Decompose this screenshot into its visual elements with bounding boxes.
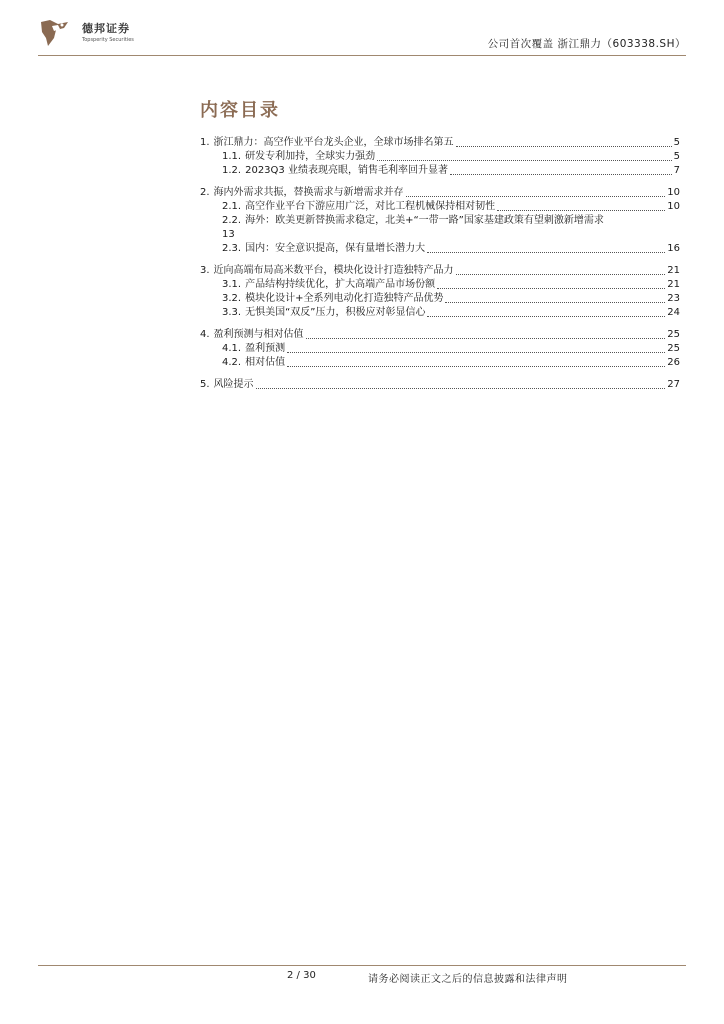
report-tag: 公司首次覆盖 浙江鼎力（603338.SH） bbox=[487, 38, 686, 50]
toc-entry-page: 13 bbox=[222, 229, 235, 240]
toc-leader-dots bbox=[377, 160, 672, 161]
toc-entry-number: 3.3. bbox=[222, 307, 242, 318]
toc-entry-label: 盈利预测 bbox=[245, 343, 286, 354]
toc-section-gap bbox=[200, 256, 680, 264]
page-indicator: 2 / 30 bbox=[287, 970, 316, 981]
toc-entry-label: 产品结构持续优化，扩大高端产品市场份额 bbox=[245, 279, 436, 290]
toc-entry-label: 相对估值 bbox=[245, 357, 286, 368]
toc-subentry[interactable] bbox=[222, 242, 680, 256]
toc-entry-number: 3.2. bbox=[222, 293, 242, 304]
toc-entry-label: 近向高端布局高米数平台，模块化设计打造独特产品力 bbox=[213, 265, 454, 276]
legal-disclaimer: 请务必阅读正文之后的信息披露和法律声明 bbox=[368, 974, 568, 985]
toc-entry-number: 1.1. bbox=[222, 151, 242, 162]
toc-entry-label: 模块化设计+全系列电动化打造独特产品优势 bbox=[245, 293, 444, 304]
toc-leader-dots bbox=[437, 288, 665, 289]
toc-leader-dots bbox=[450, 174, 672, 175]
toc-leader-dots bbox=[497, 210, 665, 211]
toc-entry-number: 2.3. bbox=[222, 243, 242, 254]
toc-subentry[interactable] bbox=[222, 292, 680, 306]
toc-entry-number: 4.1. bbox=[222, 343, 242, 354]
toc-entry-number: 1.2. bbox=[222, 165, 242, 176]
toc-entry-number: 4. bbox=[200, 329, 210, 340]
table-of-contents bbox=[200, 136, 680, 392]
header-divider bbox=[38, 55, 686, 56]
toc-section-gap bbox=[200, 178, 680, 186]
toc-entry-page: 7 bbox=[673, 165, 680, 176]
toc-entry-label: 高空作业平台下游应用广泛，对比工程机械保持相对韧性 bbox=[245, 201, 496, 212]
toc-leader-dots bbox=[456, 146, 672, 147]
toc-entry-number: 3. bbox=[200, 265, 210, 276]
toc-entry-number: 4.2. bbox=[222, 357, 242, 368]
toc-subentry[interactable] bbox=[222, 150, 680, 164]
toc-entry-page: 5 bbox=[673, 137, 680, 148]
toc-leader-dots bbox=[287, 352, 665, 353]
toc-entry-number: 2.2. bbox=[222, 215, 242, 226]
toc-entry-page: 21 bbox=[667, 279, 680, 290]
toc-entry[interactable] bbox=[200, 186, 680, 200]
toc-entry-number: 5. bbox=[200, 379, 210, 390]
company-logo bbox=[38, 16, 138, 50]
page-header bbox=[0, 0, 724, 60]
toc-entry-number: 2.1. bbox=[222, 201, 242, 212]
toc-entry[interactable] bbox=[200, 328, 680, 342]
toc-entry[interactable] bbox=[200, 378, 680, 392]
toc-entry-label: 风险提示 bbox=[213, 379, 254, 390]
toc-entry-page: 21 bbox=[667, 265, 680, 276]
toc-subentry[interactable] bbox=[222, 200, 680, 214]
toc-subentry[interactable] bbox=[222, 164, 680, 178]
toc-entry-page: 27 bbox=[667, 379, 680, 390]
toc-entry[interactable] bbox=[200, 136, 680, 150]
toc-entry-label: 浙江鼎力：高空作业平台龙头企业，全球市场排名第五 bbox=[213, 137, 454, 148]
toc-entry-label: 盈利预测与相对估值 bbox=[213, 329, 304, 340]
toc-leader-dots bbox=[256, 388, 666, 389]
toc-entry-page: 16 bbox=[667, 243, 680, 254]
toc-subentry-continuation bbox=[222, 228, 680, 242]
toc-entry-page: 24 bbox=[667, 307, 680, 318]
toc-entry-label: 无惧美国“双反”压力，积极应对彰显信心 bbox=[245, 307, 426, 318]
toc-leader-dots bbox=[456, 274, 666, 275]
toc-subentry[interactable] bbox=[222, 278, 680, 292]
brand-name-cn: 德邦证券 bbox=[82, 22, 130, 35]
toc-subentry[interactable] bbox=[222, 214, 680, 228]
toc-entry-page: 5 bbox=[673, 151, 680, 162]
toc-entry-page: 26 bbox=[667, 357, 680, 368]
toc-leader-dots bbox=[427, 252, 665, 253]
toc-leader-dots bbox=[427, 316, 665, 317]
toc-entry-label: 研发专利加持，全球实力强劲 bbox=[245, 151, 376, 162]
toc-entry-number: 1. bbox=[200, 137, 210, 148]
toc-leader-dots bbox=[306, 338, 666, 339]
toc-entry[interactable] bbox=[200, 264, 680, 278]
toc-subentry[interactable] bbox=[222, 356, 680, 370]
toc-entry-label: 国内：安全意识提高，保有量增长潜力大 bbox=[245, 243, 426, 254]
toc-entry-page: 25 bbox=[667, 329, 680, 340]
toc-leader-dots bbox=[406, 196, 666, 197]
footer-divider bbox=[38, 965, 686, 966]
toc-entry-label: 海内外需求共振，替换需求与新增需求并存 bbox=[213, 187, 404, 198]
toc-subentry[interactable] bbox=[222, 306, 680, 320]
toc-subentry[interactable] bbox=[222, 342, 680, 356]
toc-entry-page: 10 bbox=[667, 187, 680, 198]
brand-logo-icon bbox=[38, 16, 72, 50]
toc-leader-dots bbox=[445, 302, 665, 303]
toc-section-gap bbox=[200, 370, 680, 378]
toc-entry-page: 25 bbox=[667, 343, 680, 354]
toc-entry-page: 23 bbox=[667, 293, 680, 304]
brand-name-en: Topsperity Securities bbox=[82, 37, 134, 43]
toc-entry-label: 2023Q3 业绩表现亮眼，销售毛利率回升显著 bbox=[245, 165, 448, 176]
toc-entry-number: 2. bbox=[200, 187, 210, 198]
toc-section-gap bbox=[200, 320, 680, 328]
toc-entry-label: 海外：欧美更新替换需求稳定，北美+“一带一路”国家基建政策有望刺激新增需求 bbox=[245, 215, 604, 226]
toc-entry-number: 3.1. bbox=[222, 279, 242, 290]
toc-title: 内容目录 bbox=[200, 100, 280, 121]
toc-entry-page: 10 bbox=[667, 201, 680, 212]
toc-leader-dots bbox=[287, 366, 665, 367]
